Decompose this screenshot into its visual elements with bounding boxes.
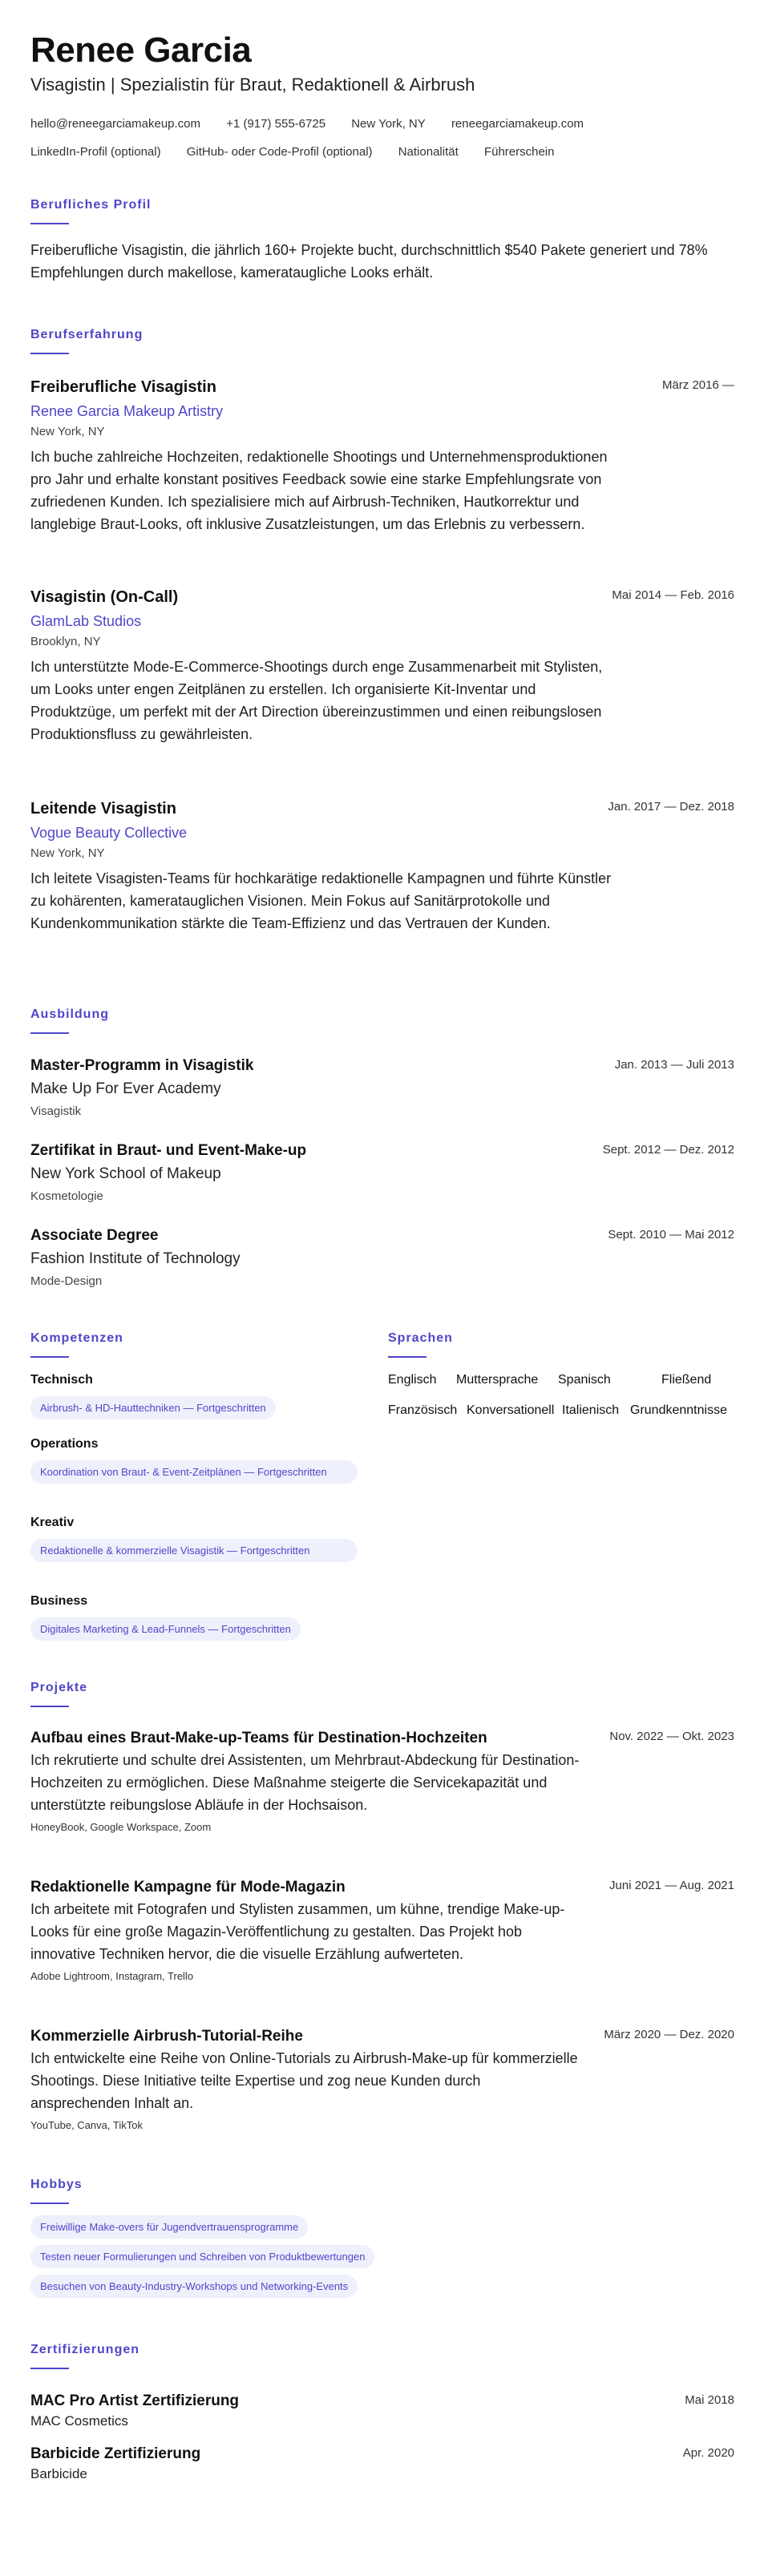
candidate-headline: Visagistin | Spezialistin für Braut, Redaktionell & Airbrush [30, 75, 475, 95]
certification-item [30, 2392, 734, 2430]
certification-date: Mai 2018 [685, 2393, 734, 2407]
experience-role: Freiberufliche Visagistin [30, 378, 216, 396]
section-certifications [30, 2342, 734, 2369]
education-date: Sept. 2012 — Dez. 2012 [602, 1143, 734, 1157]
project-item [30, 2026, 734, 2134]
experience-role: Leitende Visagistin [30, 800, 176, 818]
experience-description: Ich leitete Visagisten-Teams für hochkarätige redaktionelle Kampagnen und führte Künstler zu kohärenten, kameratauglichen Visionen. Mein Fokus auf Sanitärprotokolle und Kundenkommunikation stärkte die Team-Effizienz und das Vertrauen der Kunden. [30, 870, 612, 931]
education-degree: Master-Programm in Visagistik [30, 1057, 254, 1074]
section-projects [30, 1680, 734, 1707]
experience-item [30, 587, 734, 745]
section-languages [388, 1330, 734, 1358]
education-field: Visagistik [30, 1104, 82, 1118]
section-rule [30, 1706, 69, 1707]
contact-phone[interactable]: +1 (917) 555-6725 [226, 117, 326, 131]
certification-name: Barbicide Zertifizierung [30, 2445, 201, 2462]
certification-item [30, 2445, 734, 2483]
education-field: Mode-Design [30, 1274, 103, 1288]
experience-company: Renee Garcia Makeup Artistry [30, 403, 224, 419]
skill-pill: Airbrush- & HD-Hauttechniken — Fortgeschritten [30, 1396, 276, 1419]
section-title-languages: Sprachen [388, 1331, 453, 1345]
education-date: Sept. 2010 — Mai 2012 [608, 1228, 734, 1242]
language-level: Konversationell [467, 1403, 555, 1417]
project-item [30, 1877, 734, 1984]
education-school: Fashion Institute of Technology [30, 1250, 241, 1267]
language-level: Grundkenntnisse [630, 1403, 727, 1417]
education-item [30, 1056, 734, 1120]
project-tools: Adobe Lightroom, Instagram, Trello [30, 1970, 194, 1982]
section-title-profile: Berufliches Profil [30, 198, 152, 212]
experience-date: Mai 2014 — Feb. 2016 [612, 588, 734, 602]
skill-pill: Digitales Marketing & Lead-Funnels — Fortgeschritten [30, 1617, 301, 1641]
education-field: Kosmetologie [30, 1189, 103, 1203]
education-school: New York School of Makeup [30, 1165, 221, 1182]
language-level: Fließend [661, 1373, 712, 1387]
contact-row [30, 116, 606, 132]
project-date: Nov. 2022 — Okt. 2023 [609, 1730, 734, 1743]
section-hobbies [30, 2177, 734, 2204]
hobby-pill: Besuchen von Beauty-Industry-Workshops und Networking-Events [30, 2275, 358, 2298]
section-rule [30, 2203, 69, 2204]
section-rule [388, 1356, 426, 1358]
language-name: Italienisch [562, 1403, 620, 1417]
project-name: Redaktionelle Kampagne für Mode-Magazin [30, 1879, 346, 1896]
section-profile [30, 197, 734, 224]
section-rule [30, 1032, 69, 1034]
experience-description: Ich unterstützte Mode-E-Commerce-Shootings durch enge Zusammenarbeit mit Stylisten, um Looks unter engen Zeitplänen zu erstellen. Ich organisierte Kit-Inventar und Produktzüge, um perfekt mit der Art Direction übereinzustimmen und einen reibungslosen Produktionsfluss zu gewährleisten. [30, 659, 603, 742]
experience-date: Jan. 2017 — Dez. 2018 [608, 800, 734, 814]
contact-email[interactable]: hello@reneegarciamakeup.com [30, 117, 201, 131]
language-level: Muttersprache [456, 1373, 539, 1387]
contact-row-secondary [30, 144, 576, 160]
skill-category: Kreativ [30, 1516, 75, 1529]
contact-linkedin[interactable]: LinkedIn-Profil (optional) [30, 145, 161, 159]
section-title-certifications: Zertifizierungen [30, 2343, 140, 2356]
project-description: Ich rekrutierte und schulte drei Assistenten, um Mehrbraut-Abdeckung für Destination-Hochzeiten zu ermöglichen. Diese Maßnahme steigerte die Servicekapazität und unterstützte reibungslose Abläufe in der Hochsaison. [30, 1752, 580, 1813]
skill-group [30, 1593, 367, 1641]
section-education [30, 1007, 734, 1034]
contact-nationality: Nationalität [398, 145, 459, 159]
experience-description: Ich buche zahlreiche Hochzeiten, redaktionelle Shootings und Unternehmensproduktionen pro Jahr und erhalte konstant positives Feedback sowie eine starke Empfehlungsrate von zufriedenen Kunden. Ich spezialisiere mich auf Airbrush-Techniken, Hautkorrektur und langlebige Braut-Looks, oft inklusive Zusatzleistungen, um das Erlebnis zu verbessern. [30, 449, 608, 532]
section-rule [30, 353, 69, 354]
profile-text: Freiberufliche Visagistin, die jährlich 160+ Projekte bucht, durchschnittlich $540 Pakete generiert und 78% Empfehlungen durch makellose, kamerataugliche Looks erhält. [30, 242, 708, 281]
section-title-projects: Projekte [30, 1681, 88, 1694]
project-description: Ich entwickelte eine Reihe von Online-Tutorials zu Airbrush-Make-up für kommerzielle Shootings. Diese Initiative teilte Expertise und zog neue Kunden durch ansprechenden Inhalt an. [30, 2050, 578, 2111]
experience-date: März 2016 — [661, 378, 734, 392]
skill-pill: Redaktionelle & kommerzielle Visagistik — Fortgeschritten [30, 1539, 358, 1562]
contact-github[interactable]: GitHub- oder Code-Profil (optional) [186, 145, 373, 159]
skill-category: Operations [30, 1437, 99, 1451]
certification-issuer: MAC Cosmetics [30, 2413, 128, 2429]
hobby-pill: Freiwillige Make-overs für Jugendvertrauensprogramme [30, 2215, 308, 2239]
section-experience [30, 327, 734, 354]
project-tools: HoneyBook, Google Workspace, Zoom [30, 1821, 212, 1833]
project-name: Aufbau eines Braut-Make-up-Teams für Destination-Hochzeiten [30, 1730, 487, 1746]
language-name: Spanisch [558, 1373, 611, 1387]
project-tools: YouTube, Canva, TikTok [30, 2119, 143, 2131]
education-degree: Zertifikat in Braut- und Event-Make-up [30, 1142, 307, 1159]
section-title-skills: Kompetenzen [30, 1331, 123, 1345]
education-degree: Associate Degree [30, 1227, 159, 1244]
skill-group [30, 1372, 367, 1419]
experience-location: New York, NY [30, 425, 105, 438]
experience-company: GlamLab Studios [30, 613, 142, 629]
skill-category: Technisch [30, 1373, 93, 1387]
section-skills [30, 1330, 367, 1358]
project-item [30, 1728, 734, 1835]
education-school: Make Up For Ever Academy [30, 1080, 221, 1097]
skill-category: Business [30, 1594, 88, 1608]
experience-item [30, 377, 734, 535]
candidate-name: Renee Garcia [30, 30, 252, 70]
education-item [30, 1226, 734, 1290]
section-title-education: Ausbildung [30, 1007, 109, 1021]
section-rule [30, 223, 69, 224]
experience-location: New York, NY [30, 846, 105, 860]
skill-group [30, 1515, 367, 1562]
skill-pill: Koordination von Braut- & Event-Zeitplänen — Fortgeschritten [30, 1460, 358, 1484]
hobby-pill: Testen neuer Formulierungen und Schreiben von Produktbewertungen [30, 2245, 374, 2268]
certification-name: MAC Pro Artist Zertifizierung [30, 2392, 240, 2409]
section-rule [30, 2368, 69, 2369]
education-item [30, 1141, 734, 1205]
certification-issuer: Barbicide [30, 2466, 87, 2481]
project-name: Kommerzielle Airbrush-Tutorial-Reihe [30, 2028, 303, 2045]
language-name: Französisch [388, 1403, 458, 1417]
experience-location: Brooklyn, NY [30, 635, 101, 648]
section-title-hobbies: Hobbys [30, 2178, 83, 2191]
contact-website[interactable]: reneegarciamakeup.com [451, 117, 584, 131]
experience-role: Visagistin (On-Call) [30, 588, 179, 606]
education-date: Jan. 2013 — Juli 2013 [614, 1058, 734, 1072]
hobby-list [30, 2215, 734, 2298]
skill-group [30, 1436, 367, 1484]
section-rule [30, 1356, 69, 1358]
experience-item [30, 798, 734, 935]
profile-summary [30, 239, 720, 284]
project-description: Ich arbeitete mit Fotografen und Stylisten zusammen, um kühne, trendige Make-up-Looks für eine große Magazin-Veröffentlichung zu gestalten. Das Projekt hob innovative Techniken hervor, die die visuelle Erzählung aufwerteten. [30, 1901, 565, 1962]
project-date: März 2020 — Dez. 2020 [604, 2028, 734, 2041]
project-date: Juni 2021 — Aug. 2021 [609, 1879, 734, 1892]
section-title-experience: Berufserfahrung [30, 328, 144, 341]
contact-license: Führerschein [483, 145, 555, 159]
experience-company: Vogue Beauty Collective [30, 825, 188, 841]
contact-location: New York, NY [351, 117, 426, 131]
language-name: Englisch [388, 1373, 437, 1387]
certification-date: Apr. 2020 [682, 2446, 734, 2460]
